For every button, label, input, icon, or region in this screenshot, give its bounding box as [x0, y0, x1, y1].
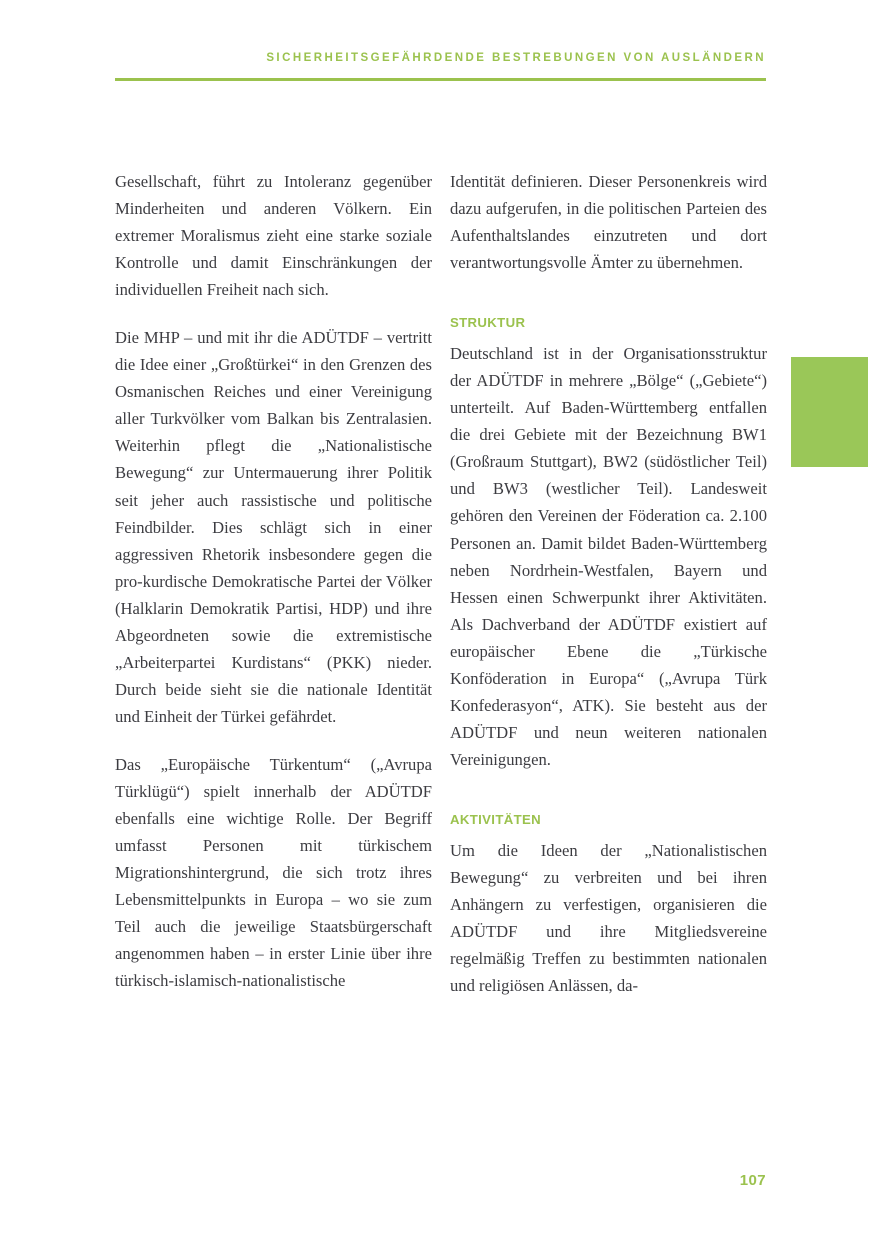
paragraph: Identität definieren. Dieser Personenkreis wird dazu aufgerufen, in die politischen Parteien des Aufenthaltslandes einzutreten und dort verantwortungsvolle Ämter zu übernehmen.	[450, 172, 767, 273]
running-header: SICHERHEITSGEFÄHRDENDE BESTREBUNGEN VON AUSLÄNDERN	[266, 52, 766, 64]
page-number: 107	[739, 1172, 766, 1189]
header-rule-divider	[115, 78, 766, 81]
text-column-right	[450, 168, 767, 999]
chapter-thumb-tab	[791, 357, 868, 467]
paragraph: Um die Ideen der „Nationalistischen Bewegung“ zu verbreiten und bei ihren Anhängern zu verfestigen, organisieren die ADÜTDF und ihre Mitgliedsvereine regelmäßig Treffen zu bestimmten nationalen und religiösen Anlässen, da-	[450, 840, 767, 996]
paragraph: Die MHP – und mit ihr die ADÜTDF – vertritt die Idee einer „Großtürkei“ in den Grenzen des Osmanischen Reiches und einer Vereinigung aller Turkvölker vom Balkan bis Zentralasien. Weiterhin pflegt die „Nationalistische Bewegung“ zur Untermauerung ihrer Politik seit jeher auch rassistische und politische Feindbilder. Dies schlägt sich in einer aggressiven Rhetorik insbesondere gegen die pro-kurdische Demokratische Partei der Völker (Halklarin Demokratik Partisi, HDP) und ihre Abgeordneten sowie die extremistische „Arbeiterpartei Kurdistans“ (PKK) nieder. Durch beide sieht sie die nationale Identität und Einheit der Türkei gefährdet.	[115, 328, 432, 726]
section-heading-aktivitaeten: AKTIVITÄTEN	[450, 811, 542, 827]
paragraph: Das „Europäische Türkentum“ („Avrupa Türklügü“) spielt innerhalb der ADÜTDF ebenfalls eine wichtige Rolle. Der Begriff umfasst Personen mit türkischem Migrationshintergrund, die sich trotz ihres Lebensmittelpunkts in Europa – wo sie zum Teil auch die jeweilige Staatsbürgerschaft angenommen haben – in erster Linie über ihre türkisch-islamisch-nationalistische	[115, 754, 432, 991]
paragraph: Gesellschaft, führt zu Intoleranz gegenüber Minderheiten und anderen Völkern. Ein extremer Moralismus zieht eine starke soziale Kontrolle und damit Einschränkungen der individuellen Freiheit nach sich.	[115, 172, 432, 300]
paragraph: Deutschland ist in der Organisationsstruktur der ADÜTDF in mehrere „Bölge“ („Gebiete“) unterteilt. Auf Baden-Württemberg entfallen die drei Gebiete mit der Bezeichnung BW1 (Großraum Stuttgart), BW2 (südöstlicher Teil) und BW3 (westlicher Teil). Landesweit gehören den Vereinen der Föderation ca. 2.100 Personen an. Damit bildet Baden-Württemberg neben Nordrhein-Westfalen, Bayern und Hessen einen Schwerpunkt ihrer Aktivitäten. Als Dachverband der ADÜTDF existiert auf europäischer Ebene die „Türkische Konföderation in Europa“ („Avrupa Türk Konfederasyon“, ATK). Sie besteht aus der ADÜTDF und neun weiteren nationalen Vereinigungen.	[450, 344, 767, 769]
text-column-left	[115, 168, 432, 994]
section-heading-struktur: STRUKTUR	[450, 315, 526, 331]
